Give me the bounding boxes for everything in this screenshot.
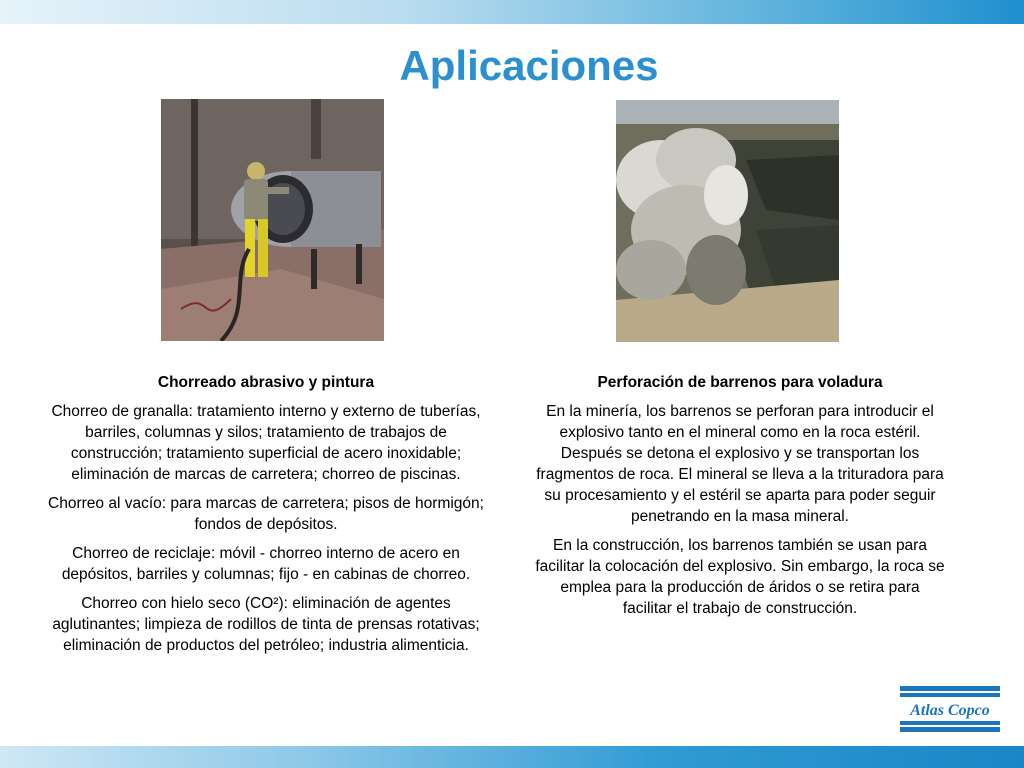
svg-text:Atlas Copco: Atlas Copco	[910, 702, 990, 719]
sandblasting-photo	[161, 99, 384, 341]
page-title: Aplicaciones	[399, 42, 659, 89]
left-paragraph: Chorreo de granalla: tratamiento interno y externo de tuberías, barriles, columnas y silos; tratamiento de trabajos de construcción; tratamiento superficial de acero inoxidable; eliminación de marcas de carretera; chorreo de piscinas.	[51, 403, 481, 483]
right-paragraph: En la minería, los barrenos se perforan para introducir el explosivo tanto en el mineral como en la roca estéril. Después se detona el explosivo y se transportan los fragmentos de roca. El mineral se lleva a la trituradora para su procesamiento y el estéril se aparta para poder seguir penetrando en la masa mineral.	[536, 403, 944, 525]
blasting-photo	[616, 100, 839, 342]
left-paragraph: Chorreo con hielo seco (CO²): eliminación de agentes aglutinantes; limpieza de rodillos de tinta de prensas rotativas; eliminación de productos del petróleo; industria alimenticia.	[52, 595, 480, 654]
right-column	[534, 372, 946, 627]
top-gradient-bar	[0, 0, 1024, 24]
left-paragraph: Chorreo al vacío: para marcas de carretera; pisos de hormigón; fondos de depósitos.	[48, 495, 484, 533]
right-heading: Perforación de barrenos para voladura	[597, 374, 883, 391]
left-column	[38, 372, 494, 664]
left-paragraph: Chorreo de reciclaje: móvil - chorreo interno de acero en depósitos, barriles y columnas; fijo - en cabinas de chorreo.	[61, 545, 471, 583]
bottom-gradient-bar	[0, 746, 1024, 768]
left-heading: Chorreado abrasivo y pintura	[157, 374, 375, 391]
right-paragraph: En la construcción, los barrenos también se usan para facilitar la colocación del explosivo. Sin embargo, la roca se emplea para la producción de áridos o se retira para facilitar el trabajo de construcción.	[535, 537, 945, 617]
atlas-copco-logo	[900, 686, 1000, 732]
